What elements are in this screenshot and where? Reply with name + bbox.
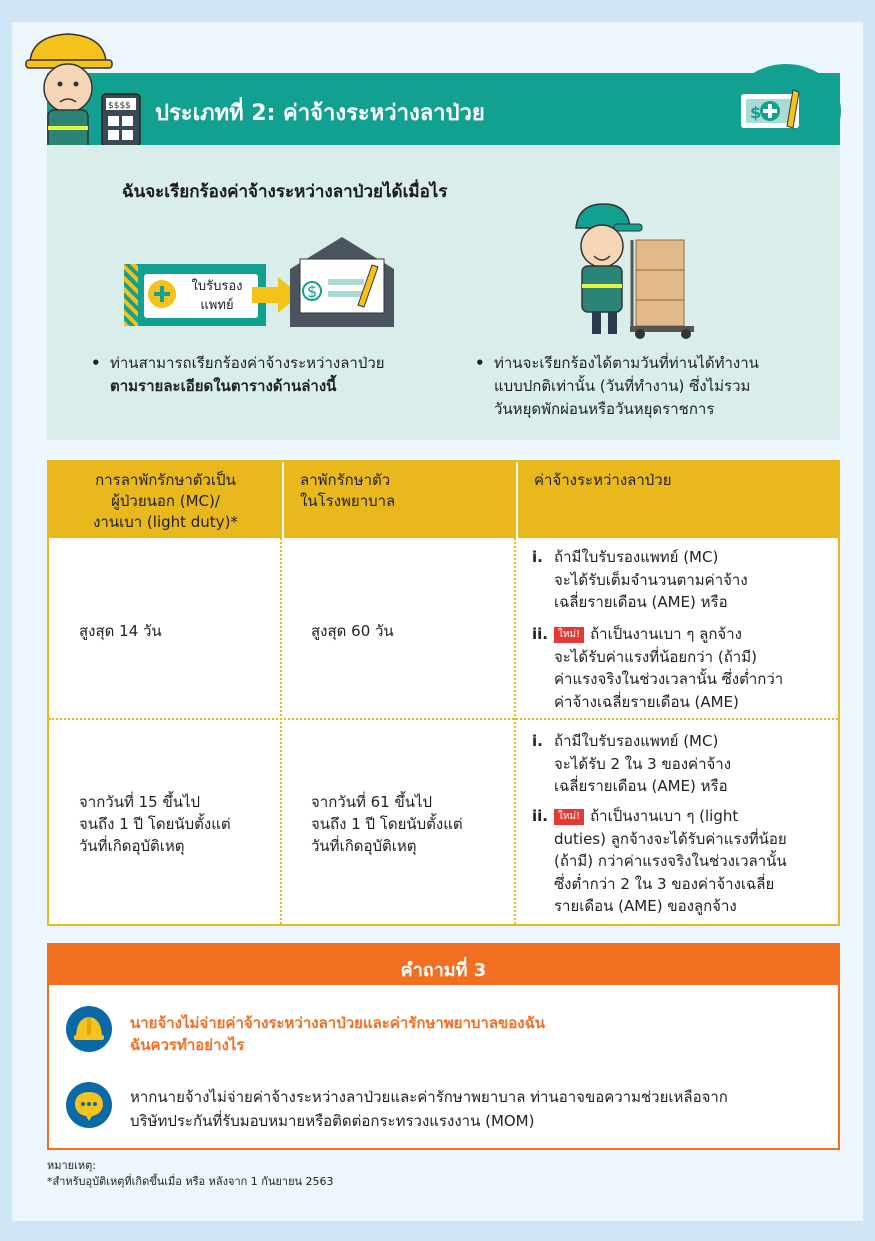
answer-line1: หากนายจ้างไม่จ่ายค่าจ้างระหว่างลาป่วยและค่ารักษาพยาบาล ท่านอาจขอความช่วยเหลือจาก [130,1088,728,1106]
worker-trolley-illustration [568,200,703,340]
row2-ii-label: ii. [532,807,548,825]
mc-label-line2: แพทย์ [200,298,234,313]
row1-ii-line2: จะได้รับค่าแรงที่น้อยกว่า (ถ้ามี) [554,647,757,666]
money-pen-icon [739,86,811,136]
row2-ii-line4: ซึ่งต่ำกว่า 2 ใน 3 ของค่าจ้างเฉลี่ย [554,874,775,893]
answer-text [130,1085,820,1133]
footnote [47,1158,334,1190]
new-badge: ใหม่! [554,627,584,643]
row1-i-label: i. [532,548,543,566]
hardhat-icon [66,1006,112,1052]
question-title: คำถามที่ 3 [400,960,487,981]
intro-question: ฉันจะเรียกร้องค่าจ้างระหว่างลาป่วยได้เมื่อไร [122,182,448,202]
row1-item-i [554,546,822,614]
row2-i-line3: เฉลี่ยรายเดือน (AME) หรือ [554,777,728,795]
question-line1: นายจ้างไม่จ่ายค่าจ้างระหว่างลาป่วยและค่ารักษาพยาบาลของฉัน [130,1014,546,1032]
header-col1-line2: ผู้ป่วยนอก (MC)/ [111,492,220,510]
table-header-wages [516,462,838,538]
row2-ii-line2: duties) ลูกจ้างจะได้รับค่าแรงที่น้อย [554,829,787,848]
row1-outpatient-days: สูงสุด 14 วัน [79,622,162,640]
intro-bullet-2: • ท่านจะเรียกร้องได้ตามวันที่ท่านได้ทำงาน แบบปกติเท่านั้น (วันที่ทำงาน) ซึ่งไม่รวม วันหยุดพักผ่อนหรือวันหยุดราชการ [494,352,814,421]
header-col2-line1: ลาพักรักษาตัว [300,471,391,489]
mc-label-line1: ใบรับรอง [191,279,243,294]
intro-bullet-1: • ท่านสามารถเรียกร้องค่าจ้างระหว่างลาป่วย ตามรายละเอียดในตารางด้านล่างนี้ [110,352,440,398]
new-badge: ใหม่! [554,809,584,825]
row2-outpatient-days [79,791,231,857]
table-divider [280,538,282,924]
bullet1-line2: ตามรายละเอียดในตารางด้านล่างนี้ [110,377,337,395]
row1-ii-line1: ถ้าเป็นงานเบา ๆ ลูกจ้าง [590,625,742,643]
row2-ii-line1: ถ้าเป็นงานเบา ๆ (light [590,807,739,825]
bullet2-line2: แบบปกติเท่านั้น (วันที่ทำงาน) ซึ่งไม่รวม [494,377,751,395]
header-col1-line3: งานเบา (light duty)* [93,513,238,531]
bullet2-line3: วันหยุดพักผ่อนหรือวันหยุดราชการ [494,400,715,418]
row2-i-line1: ถ้ามีใบรับรองแพทย์ (MC) [554,732,719,750]
footnote-line1: *สำหรับอุบัติเหตุที่เกิดขึ้นเมื่อ หรือ หลังจาก 1 กันยายน 2563 [47,1175,334,1188]
table-header-hospital [282,462,516,538]
bullet2-line1: ท่านจะเรียกร้องได้ตามวันที่ท่านได้ทำงาน [494,354,759,372]
row2-item-i [554,730,822,798]
question-header [49,945,838,985]
svg-text:$: $ [307,282,318,301]
speech-bubble-icon [66,1082,112,1128]
svg-text:$: $ [750,103,762,122]
answer-line2: บริษัทประกันที่รับมอบหมายหรือติดต่อกระทรวงแรงงาน (MOM) [130,1112,535,1130]
sick-leave-table [47,460,840,926]
table-header-outpatient [49,462,282,538]
row2-ii-line5: รายเดือน (AME) ของลูกจ้าง [554,897,737,915]
row1-i-line1: ถ้ามีใบรับรองแพทย์ (MC) [554,548,719,566]
table-divider [49,718,838,720]
bullet1-line1: ท่านสามารถเรียกร้องค่าจ้างระหว่างลาป่วย [110,354,385,372]
row2-col2-line1: จากวันที่ 61 ขึ้นไป [311,793,433,811]
row2-ii-line3: (ถ้ามี) กว่าค่าแรงจริงในช่วงเวลานั้น [554,852,787,870]
row2-col1-line3: วันที่เกิดอุบัติเหตุ [79,837,185,855]
question-text [130,1012,820,1056]
row1-ii-line3: ค่าแรงจริงในช่วงเวลานั้น ซึ่งต่ำกว่า [554,670,784,688]
row2-hospital-days [311,791,463,857]
question-line2: ฉันควรทำอย่างไร [130,1036,245,1054]
row2-i-line2: จะได้รับ 2 ใน 3 ของค่าจ้าง [554,754,732,773]
row1-hospital-days: สูงสุด 60 วัน [311,622,394,640]
footnote-label: หมายเหตุ: [47,1159,96,1172]
plus-icon [148,280,176,308]
page-title: ประเภทที่ 2: ค่าจ้างระหว่างลาป่วย [155,101,485,126]
header-col2-line2: ในโรงพยาบาล [300,492,396,510]
row1-item-ii [554,623,822,713]
table-divider [514,538,516,924]
calculator-display: $$$$ [108,101,131,111]
row2-col1-line1: จากวันที่ 15 ขึ้นไป [79,793,201,811]
row1-i-line3: เฉลี่ยรายเดือน (AME) หรือ [554,593,728,611]
row2-col1-line2: จนถึง 1 ปี โดยนับตั้งแต่ [79,815,231,833]
row1-ii-line4: ค่าจ้างเฉลี่ยรายเดือน (AME) [554,692,739,711]
header-col3: ค่าจ้างระหว่างลาป่วย [534,471,672,489]
money-plus-badge [731,64,841,158]
row1-ii-label: ii. [532,625,548,643]
row2-i-label: i. [532,732,543,750]
row2-col2-line2: จนถึง 1 ปี โดยนับตั้งแต่ [311,815,463,833]
header-col1-line1: การลาพักรักษาตัวเป็น [95,471,236,489]
row2-item-ii [554,805,822,918]
pay-envelope-icon [288,235,396,328]
row2-col2-line3: วันที่เกิดอุบัติเหตุ [311,837,417,855]
mc-to-pay-illustration [124,235,396,330]
row1-i-line2: จะได้รับเต็มจำนวนตามค่าจ้าง [554,570,748,589]
